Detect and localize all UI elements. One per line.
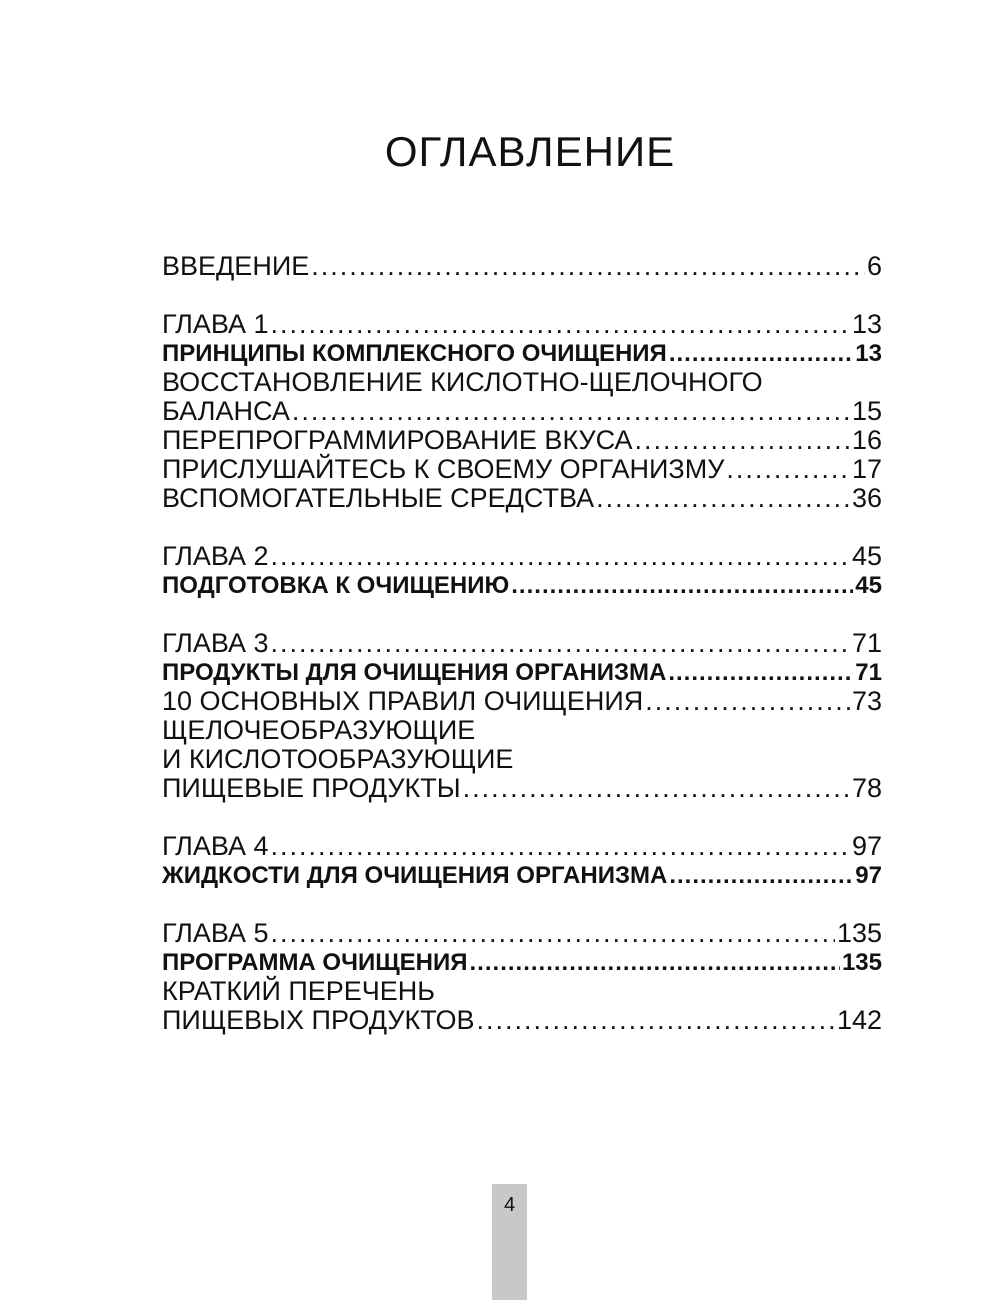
toc-page-number: 16 xyxy=(851,425,882,455)
toc-page-number: 13 xyxy=(851,309,882,339)
dot-leader xyxy=(645,687,850,716)
toc-entry[interactable] xyxy=(162,368,882,426)
toc-page-number: 13 xyxy=(855,340,882,367)
toc-entry[interactable] xyxy=(162,629,882,658)
toc-entry[interactable] xyxy=(162,571,882,600)
toc-page-number: 17 xyxy=(851,454,882,484)
toc-entry-title: КРАТКИЙ ПЕРЕЧЕНЬ xyxy=(162,976,436,1006)
toc-entry-title: И КИСЛОТООБРАЗУЮЩИЕ xyxy=(162,744,514,774)
table-of-contents xyxy=(162,252,882,1064)
dot-leader xyxy=(292,397,850,426)
toc-entry[interactable] xyxy=(162,977,882,1035)
toc-entry-title: ПОДГОТОВКА К ОЧИЩЕНИЮ xyxy=(162,572,510,599)
toc-entry-title: ПРОГРАММА ОЧИЩЕНИЯ xyxy=(162,949,468,976)
toc-entry-title: ПРОДУКТЫ ДЛЯ ОЧИЩЕНИЯ ОРГАНИЗМА xyxy=(162,659,667,686)
dot-leader xyxy=(669,339,853,368)
dot-leader xyxy=(477,1006,835,1035)
toc-entry-title: 10 ОСНОВНЫХ ПРАВИЛ ОЧИЩЕНИЯ xyxy=(162,686,644,716)
toc-entry-title: ГЛАВА 3 xyxy=(162,628,269,658)
dot-leader xyxy=(270,832,849,861)
toc-page-number: 142 xyxy=(836,1005,882,1035)
toc-entry[interactable] xyxy=(162,948,882,977)
dot-leader xyxy=(463,774,850,803)
toc-entry-title: ПРИНЦИПЫ КОМПЛЕКСНОГО ОЧИЩЕНИЯ xyxy=(162,340,667,367)
toc-group xyxy=(162,310,882,513)
toc-entry-title: БАЛАНСА xyxy=(162,396,290,426)
toc-page-number: 73 xyxy=(851,686,882,716)
toc-entry-title: ВВЕДЕНИЕ xyxy=(162,251,310,281)
toc-entry[interactable] xyxy=(162,310,882,339)
toc-entry-title: ВСПОМОГАТЕЛЬНЫЕ СРЕДСТВА xyxy=(162,483,595,513)
toc-entry[interactable] xyxy=(162,687,882,716)
toc-entry-title: ПИЩЕВЫХ ПРОДУКТОВ xyxy=(162,1005,475,1035)
dot-leader xyxy=(470,948,840,977)
toc-entry[interactable] xyxy=(162,455,882,484)
toc-entry-title: ЩЕЛОЧЕОБРАЗУЮЩИЕ xyxy=(162,715,476,745)
toc-entry-title: ГЛАВА 1 xyxy=(162,309,269,339)
dot-leader xyxy=(668,658,853,687)
toc-page-number: 97 xyxy=(851,831,882,861)
toc-page-number: 45 xyxy=(851,541,882,571)
page-number: 4 xyxy=(492,1184,527,1300)
dot-leader xyxy=(311,252,865,281)
toc-entry-title: ГЛАВА 4 xyxy=(162,831,269,861)
toc-entry[interactable] xyxy=(162,484,882,513)
dot-leader xyxy=(669,861,853,890)
toc-page-number: 135 xyxy=(836,918,882,948)
toc-page-number: 135 xyxy=(841,949,882,976)
toc-group xyxy=(162,919,882,1035)
dot-leader xyxy=(726,455,850,484)
toc-entry[interactable] xyxy=(162,658,882,687)
toc-entry-title: ЖИДКОСТИ ДЛЯ ОЧИЩЕНИЯ ОРГАНИЗМА xyxy=(162,862,668,889)
dot-leader xyxy=(635,426,850,455)
toc-group xyxy=(162,252,882,281)
toc-entry[interactable] xyxy=(162,426,882,455)
toc-page-number: 15 xyxy=(851,396,882,426)
toc-entry[interactable] xyxy=(162,861,882,890)
toc-entry-title: ГЛАВА 2 xyxy=(162,541,269,571)
toc-page-number: 71 xyxy=(851,628,882,658)
toc-page-number: 36 xyxy=(851,483,882,513)
dot-leader xyxy=(596,484,850,513)
toc-page-number: 97 xyxy=(855,862,882,889)
dot-leader xyxy=(270,310,849,339)
toc-page-number: 78 xyxy=(851,773,882,803)
toc-entry[interactable] xyxy=(162,919,882,948)
toc-entry-title: ПИЩЕВЫЕ ПРОДУКТЫ xyxy=(162,773,461,803)
toc-entry-title: ПЕРЕПРОГРАММИРОВАНИЕ ВКУСА xyxy=(162,425,633,455)
dot-leader xyxy=(270,629,849,658)
toc-page-number: 71 xyxy=(855,659,882,686)
toc-entry[interactable] xyxy=(162,252,882,281)
dot-leader xyxy=(511,571,853,600)
dot-leader xyxy=(270,919,834,948)
toc-group xyxy=(162,832,882,890)
toc-page-number: 45 xyxy=(855,572,882,599)
toc-group xyxy=(162,629,882,803)
toc-page-number: 6 xyxy=(866,251,882,281)
page-title: ОГЛАВЛЕНИЕ xyxy=(384,128,676,175)
toc-entry-title: ПРИСЛУШАЙТЕСЬ К СВОЕМУ ОРГАНИЗМУ xyxy=(162,454,725,484)
toc-entry[interactable] xyxy=(162,716,882,803)
toc-entry[interactable] xyxy=(162,339,882,368)
toc-entry-title: ГЛАВА 5 xyxy=(162,918,269,948)
toc-entry[interactable] xyxy=(162,832,882,861)
dot-leader xyxy=(270,542,849,571)
toc-entry[interactable] xyxy=(162,542,882,571)
toc-group xyxy=(162,542,882,600)
toc-entry-title: ВОССТАНОВЛЕНИЕ КИСЛОТНО-ЩЕЛОЧНОГО xyxy=(162,367,763,397)
